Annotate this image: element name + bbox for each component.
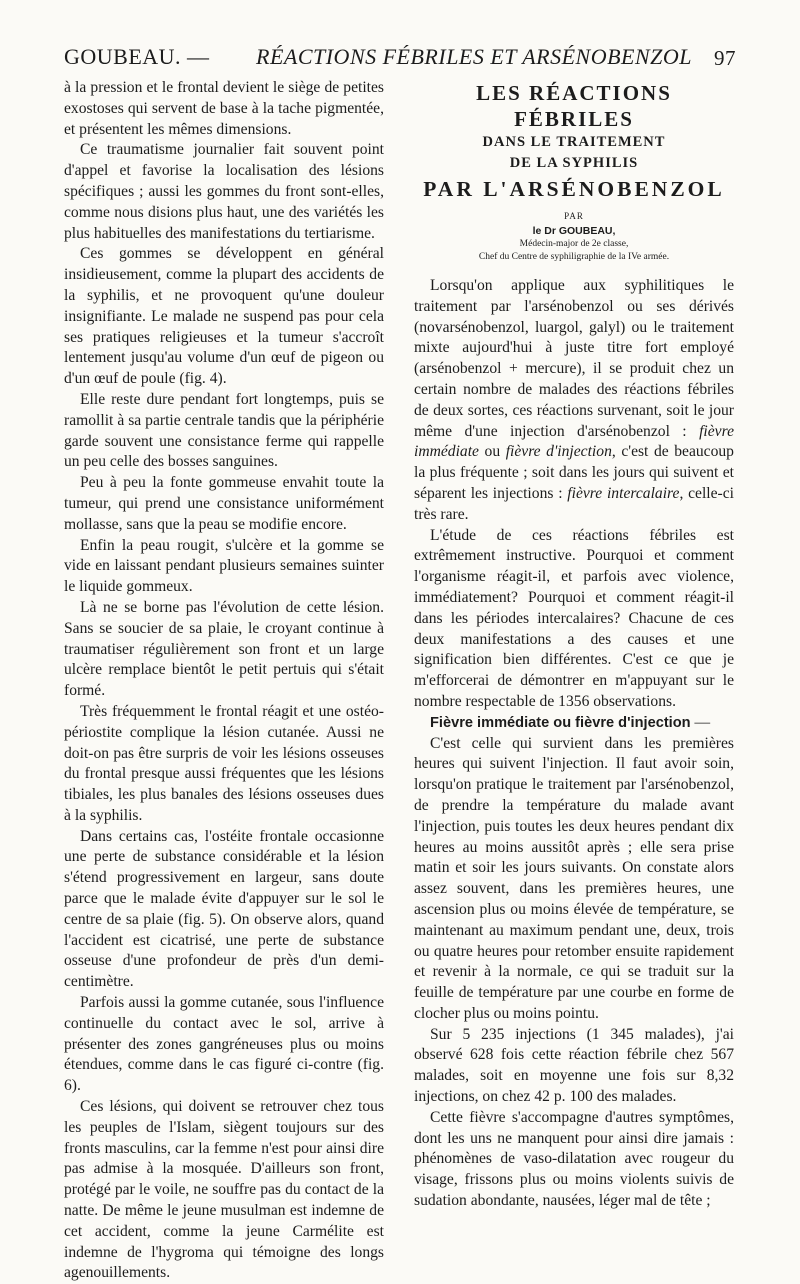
text-run: Lorsqu'on applique aux syphilitiques le traitement par l'arsénobenzol ou ses dérivés (novarsénobenzol, luargol, galyl) ou le traitement mixte aujourd'hui à juste titre fort employé (arsénobenzol + mercure), il se produit chez un certain nombre de malades des réactions fébriles de deux sortes, ces réactions survenant, soit le jour même d'une injection d'arsénobenzol :: [414, 277, 734, 440]
running-head: [64, 44, 736, 72]
article-title-line: LES RÉACTIONS FÉBRILES: [476, 81, 672, 131]
paragraph: L'étude de ces réactions fébriles est extrêmement instructive. Pourquoi et comment l'organisme réagit-il, et parfois avec violence, immédiatement? Pourquoi et comment réagit-il dans les périodes intercalaires? Chacune de ces deux manifestations a des causes et une signification bien différentes. C'est ce que je m'efforcerai de démontrer en m'appuyant sur le nombre respectable de 1356 observations.: [414, 526, 734, 710]
paragraph: Elle reste dure pendant fort longtemps, puis se ramollit à sa partie centrale tandis que la périphérie garde souvent une consistance ferme qui rappelle un peu celle des bosses sanguines.: [64, 390, 384, 471]
paragraph: C'est celle qui survient dans les premières heures qui suivent l'injection. Il faut avoir soin, lorsqu'on pratique le traitement par l'arsénobenzol, de prendre la température du malade avant l'injection, puis toutes les deux heures pendant dix heures au moins aussitôt après ; elle sera prise matin et soir les jours suivants. On constate alors assez souvent, dans les premières heures, une ascension plus ou moins élevée de température, se maintenant au maximum pendant une, deux, trois ou quatre heures pour retomber ensuite rapidement et revenir à la normale, ce qui se traduit sur la feuille de température par une courbe en forme de clocher plus ou moins pointu.: [414, 734, 734, 1022]
paragraph: Là ne se borne pas l'évolution de cette lésion. Sans se soucier de sa plaie, le croyant continue à traumatiser régulièrement son front et un large ulcère remplace bientôt le petit pertuis qui s'était formé.: [64, 598, 384, 700]
paragraph: Très fréquemment le frontal réagit et une ostéo-périostite complique la lésion cutanée. Aussi ne doit-on pas être surpris de voir les lésions osseuses du frontal presque aussi fréquentes que les lésions tibiales, les plus banales des lésions osseuses dues à la syphilis.: [64, 702, 384, 824]
heading-dash: —: [690, 713, 711, 731]
byline: [414, 208, 734, 264]
paragraph: Sur 5 235 injections (1 345 malades), j'ai observé 628 fois cette réaction fébrile chez 567 malades, soit en moyenne une fois sur 8,32 injections, on chez 42 p. 100 des malades.: [414, 1025, 734, 1106]
article-title: [414, 80, 734, 204]
emphasis: fièvre intercalaire: [567, 484, 680, 502]
paragraph: Peu à peu la fonte gommeuse envahit toute la tumeur, qui prend une consistance uniformément mollasse, sans que la peau se modifie encore.: [64, 474, 384, 533]
page-number: 97: [714, 46, 736, 70]
emphasis: fièvre d'injection: [505, 443, 612, 461]
section-heading-line: [414, 713, 734, 734]
running-head-title: RÉACTIONS FÉBRILES ET ARSÉNOBENZOL: [256, 44, 693, 69]
paragraph: Enfin la peau rougit, s'ulcère et la gomme se vide en laissant pendant plusieurs semaines suinter le liquide gommeux.: [64, 536, 384, 596]
byline-rank: Médecin-major de 2e classe,: [519, 239, 629, 249]
paragraph: à la pression et le frontal devient le siège de petites exostoses qui servent de base à la tache pigmentée, et présentent les mêmes dimensions.: [64, 79, 384, 138]
right-column: [414, 78, 734, 1212]
article-title-line: DANS LE TRAITEMENT: [482, 134, 666, 150]
emphasis: fièvre immédiate: [414, 422, 734, 461]
paragraph: Cette fièvre s'accompagne d'autres symptômes, dont les uns ne manquent pour ainsi dire jamais : phénomènes de vaso-dilatation avec rougeur du visage, frissons plus ou moins violents suivis de sudation abondante, nausées, léger mal de tête ;: [414, 1108, 734, 1210]
paragraph: Dans certains cas, l'ostéite frontale occasionne une perte de substance considérable et la lésion s'étend progressivement en largeur, sans doute parce que le malade évite d'appuyer sur le sol le centre de sa plaie (fig. 5). On observe alors, quand l'accident est cicatrisé, une perte de substance osseuse d'une profondeur de près d'un demi-centimètre.: [64, 827, 384, 991]
paragraph: Parfois aussi la gomme cutanée, sous l'influence continuelle du contact avec le sol, arrive à présenter des zones gangréneuses plus ou moins étendues, comme dans le cas figuré ci-contre (fig. 6).: [64, 994, 384, 1095]
byline-position: Chef du Centre de syphiligraphie de la IVe armée.: [478, 252, 670, 262]
left-column: [64, 78, 384, 1284]
text-run: , c'est de beaucoup la plus fréquente ; soit dans les jours qui suivent et séparent les injections :: [414, 443, 734, 502]
article-title-line: PAR L'ARSÉNOBENZOL: [423, 177, 725, 201]
paragraph: Ce traumatisme journalier fait souvent point d'appel et favorise la localisation des lésions spécifiques ; aussi les gommes du front sont-elles, comme nous disions plus haut, une des variétés les plus habituelles des manifestations du tertiarisme.: [64, 141, 384, 242]
paragraph: Ces gommes se développent en général insidieusement, comme la plupart des accidents de la syphilis, et ne provoquent qu'une douleur insignifiante. Le malade ne suspend pas pour cela ses pratiques religieuses et la tumeur s'accroît lentement jusqu'au volume d'un œuf de pigeon ou d'un œuf de poule (fig. 4).: [64, 245, 384, 388]
byline-par: PAR: [564, 211, 584, 221]
text-run: ou: [484, 443, 501, 461]
article-title-line: DE LA SYPHILIS: [509, 155, 639, 171]
section-heading: Fièvre immédiate ou fièvre d'injection: [430, 714, 691, 731]
text-run: , celle-ci très rare.: [414, 484, 734, 523]
paragraph: Ces lésions, qui doivent se retrouver chez tous les peuples de l'Islam, siègent toujours sur des fronts masculins, car la femme n'est pour ainsi dire pas admise à la mosquée. D'ailleurs son front, protégé par le voile, ne souffre pas du contact de la natte. De même le jeune musulman est indemne de cet accident, comme la jeune Carmélite est indemne de l'hygroma qui témoigne des longs agenouillements.: [64, 1098, 384, 1282]
byline-author: le Dr GOUBEAU,: [532, 225, 616, 237]
running-head-author: GOUBEAU. —: [64, 44, 210, 69]
paragraph: [414, 276, 734, 526]
